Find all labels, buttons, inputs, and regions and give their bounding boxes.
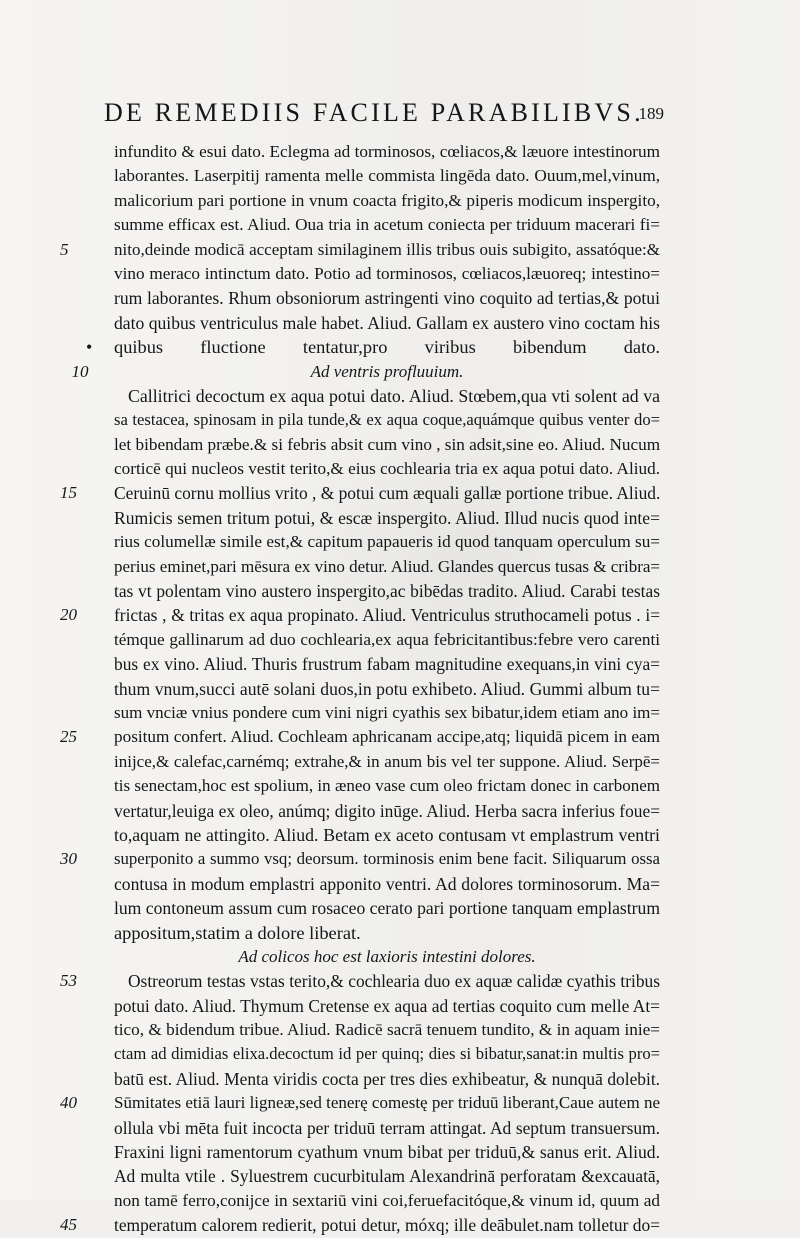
text-line <box>60 579 660 603</box>
line-text: Fraxini ligni ramentorum cyathum vnum bibat per triduū,& sanus erit. Aliud. <box>114 1142 660 1163</box>
line-text: Ceruinū cornu mollius vrito , & potui cum æquali gallæ portione tribue. Aliud. <box>114 483 661 504</box>
line-number: 25 <box>60 727 77 747</box>
text-line <box>60 335 660 359</box>
line-text: laborantes. Laserpitij ramenta melle commista lingēda dato. Ouum,mel,vinum, <box>114 166 660 186</box>
text-line <box>60 628 660 652</box>
text-line <box>60 652 660 676</box>
text-line <box>60 969 660 993</box>
text-line <box>60 530 660 554</box>
heading-text: Ad colicos hoc est laxioris intestini dolores. <box>238 946 536 966</box>
line-text: corticē qui nucleos vestit terito,& eius cochlearia tria ex aqua potui dato. Aliud. <box>114 459 660 479</box>
text-line <box>60 140 660 164</box>
text-line <box>60 481 660 505</box>
text-line <box>60 774 660 798</box>
line-text: sa testacea, spinosam in pila tunde,& ex aqua coque,aquámque quibus venter do= <box>114 410 660 430</box>
text-line <box>60 213 660 237</box>
line-text: positum confert. Aliud. Cochleam aphricanam accipe,atq; liquidā picem in eam <box>114 727 660 747</box>
text-line <box>60 1042 660 1066</box>
line-number: 10 <box>71 361 89 381</box>
line-text: appositum,statim a dolore liberat. <box>114 922 361 943</box>
text-line <box>60 725 660 749</box>
line-text: Sūmitates etiā lauri ligneæ,sed tenerę comestę per triduū liberant,Caue autem ne <box>114 1093 660 1113</box>
line-text: ollula vbi mēta fuit incocta per triduū terram attingat. Ad septum transuersum. <box>114 1117 660 1138</box>
text-line <box>60 1116 660 1140</box>
line-text: lum contoneum assum cum rosaceo cerato pari portione tanquam emplastrum <box>114 898 660 919</box>
line-number: 53 <box>60 971 77 991</box>
text-line <box>60 506 660 530</box>
text-line <box>60 1018 660 1042</box>
line-text: dato quibus ventriculus male habet. Aliud. Gallam ex austero vino coctam his <box>114 312 660 333</box>
line-text: sum vnciæ vnius pondere cum vini nigri cyathis sex bibatur,idem etiam ano im= <box>114 702 660 722</box>
line-text: infundito & esui dato. Eclegma ad torminosos, cœliacos,& læuore intestinorum <box>114 142 660 161</box>
text-line <box>60 1067 660 1091</box>
line-text: nito,deinde modicā acceptam similaginem illis tribus ouis subigito, assatóque:& <box>114 239 660 259</box>
text-line <box>60 1164 660 1188</box>
line-text: tas vt polentam vino austero inspergito,ac bibēdas tradito. Aliud. Carabi testas <box>114 581 660 602</box>
line-text: thum vnum,succi autē solani duos,in potu exhibeto. Aliud. Gummi album tu= <box>114 678 660 699</box>
line-text: Ostreorum testas vstas terito,& cochlearia duo ex aquæ calidæ cyathis tribus <box>128 971 660 992</box>
text-line <box>60 408 660 432</box>
line-text: Ad multa vtile . Syluestrem cucurbitulam Alexandrinā perforatam &excauatā, <box>114 1166 660 1187</box>
text-line <box>60 896 660 920</box>
section-heading <box>60 360 660 384</box>
line-text: batū est. Aliud. Menta viridis cocta per tres dies exhibeatur, & nunquā dolebit. <box>114 1068 660 1089</box>
line-text: superponito a summo vsq; deorsum. torminosis enim bene facit. Siliquarum ossa <box>114 849 660 869</box>
text-line <box>60 921 660 945</box>
line-text: summe efficax est. Aliud. Oua tria in acetum coniecta per triduum macerari fi= <box>114 215 660 235</box>
line-text: Callitrici decoctum ex aqua potui dato. Aliud. Stœbem,qua vti solent ad va <box>128 385 660 406</box>
line-text: non tamē ferro,conijce in sextariū vini coi,feruefacitóque,& vinum id, quum ad <box>114 1190 660 1210</box>
text-line <box>60 433 660 457</box>
line-text: potui dato. Aliud. Thymum Cretense ex aqua ad tertias coquito cum melle At= <box>114 995 660 1016</box>
text-line <box>60 286 660 310</box>
text-line <box>60 1091 660 1115</box>
text-line <box>60 1189 660 1213</box>
text-line <box>60 701 660 725</box>
text-line <box>60 872 660 896</box>
page-number: 189 <box>638 104 664 123</box>
line-text: to,aquam ne attingito. Aliud. Betam ex aceto contusam vt emplastrum ventri <box>114 824 660 845</box>
text-line <box>60 262 660 286</box>
line-text: vertatur,leuiga ex oleo, anúmq; digito inūge. Aliud. Herba sacra inferius foue= <box>114 800 660 821</box>
line-text: rum laborantes. Rhum obsoniorum astringenti vino coquito ad tertias,& potui <box>114 288 660 309</box>
line-text: tico, & bidendum tribue. Aliud. Radicē sacrā tenuem tundito, & in aquam inie= <box>114 1020 660 1040</box>
text-line <box>60 457 660 481</box>
text-line <box>60 164 660 188</box>
line-number: 40 <box>60 1093 77 1113</box>
text-line <box>60 555 660 579</box>
line-text: rius columellæ simile est,& capitum papaueris id quod tanquam operculum su= <box>114 532 660 552</box>
heading-text: Ad ventris profluuium. <box>310 361 464 381</box>
line-text: malicorium pari portione in vnum coacta frigito,& piperis modicum inspergito, <box>114 190 660 210</box>
line-number: 45 <box>60 1215 77 1235</box>
text-line <box>60 238 660 262</box>
line-text: quibus fluctione tentatur,pro viribus bibendum dato. <box>114 337 660 358</box>
line-text: temperatum calorem redierit, potui detur, móxq; ille deābulet.nam tolletur do= <box>114 1215 660 1236</box>
text-line <box>60 1140 660 1164</box>
text-line <box>60 823 660 847</box>
line-text: bus ex vino. Aliud. Thuris frustrum fabam magnitudine exequans,in vini cya= <box>114 654 660 675</box>
running-title: DE REMEDIIS FACILE PARABILIBVS. <box>104 98 644 127</box>
text-line <box>60 1213 660 1237</box>
line-number: 15 <box>60 483 77 503</box>
line-text: Rumicis semen tritum potui, & escæ inspergito. Aliud. Illud nucis quod inte= <box>114 507 660 528</box>
text-line <box>60 677 660 701</box>
line-text: vino meraco intinctum dato. Potio ad torminosos, cœliacos,læuoreq; intestino= <box>114 263 660 283</box>
section-heading <box>60 945 660 969</box>
text-block <box>60 140 660 1238</box>
line-text: tis senectam,hoc est spolium, in æneo vase cum oleo frictam donec in carbonem <box>114 776 660 796</box>
margin-mark: • <box>86 337 93 358</box>
line-text: ctam ad dimidias elixa.decoctum id per quinq; dies si bibatur,sanat:in multis pro= <box>114 1044 660 1064</box>
text-line <box>60 994 660 1018</box>
text-line <box>60 847 660 871</box>
line-text: contusa in modum emplastri apponito ventri. Ad dolores torminosorum. Ma= <box>114 873 660 894</box>
line-number: 5 <box>60 239 69 259</box>
text-line <box>60 750 660 774</box>
line-text: témque gallinarum ad duo cochlearia,ex aqua febricitantibus:febre vero carenti <box>114 629 660 649</box>
line-number: 30 <box>60 849 77 869</box>
page-header <box>104 96 664 132</box>
line-text: let bibendam præbe.& si febris absit cum vino , sin adsit,sine eo. Aliud. Nucum <box>114 434 661 454</box>
line-text: frictas , & tritas ex aqua propinato. Aliud. Ventriculus struthocameli potus . i= <box>114 605 660 626</box>
text-line <box>60 189 660 213</box>
line-text: inijce,& calefac,carnémq; extrahe,& in anum bis vel ter suppone. Aliud. Serpē= <box>114 751 660 771</box>
text-line <box>60 311 660 335</box>
text-line <box>60 603 660 627</box>
text-line <box>60 799 660 823</box>
line-number: 20 <box>60 605 77 625</box>
text-line <box>60 384 660 408</box>
line-text: perius eminet,pari mēsura ex vino detur. Aliud. Glandes quercus tusas & cribra= <box>114 556 660 576</box>
